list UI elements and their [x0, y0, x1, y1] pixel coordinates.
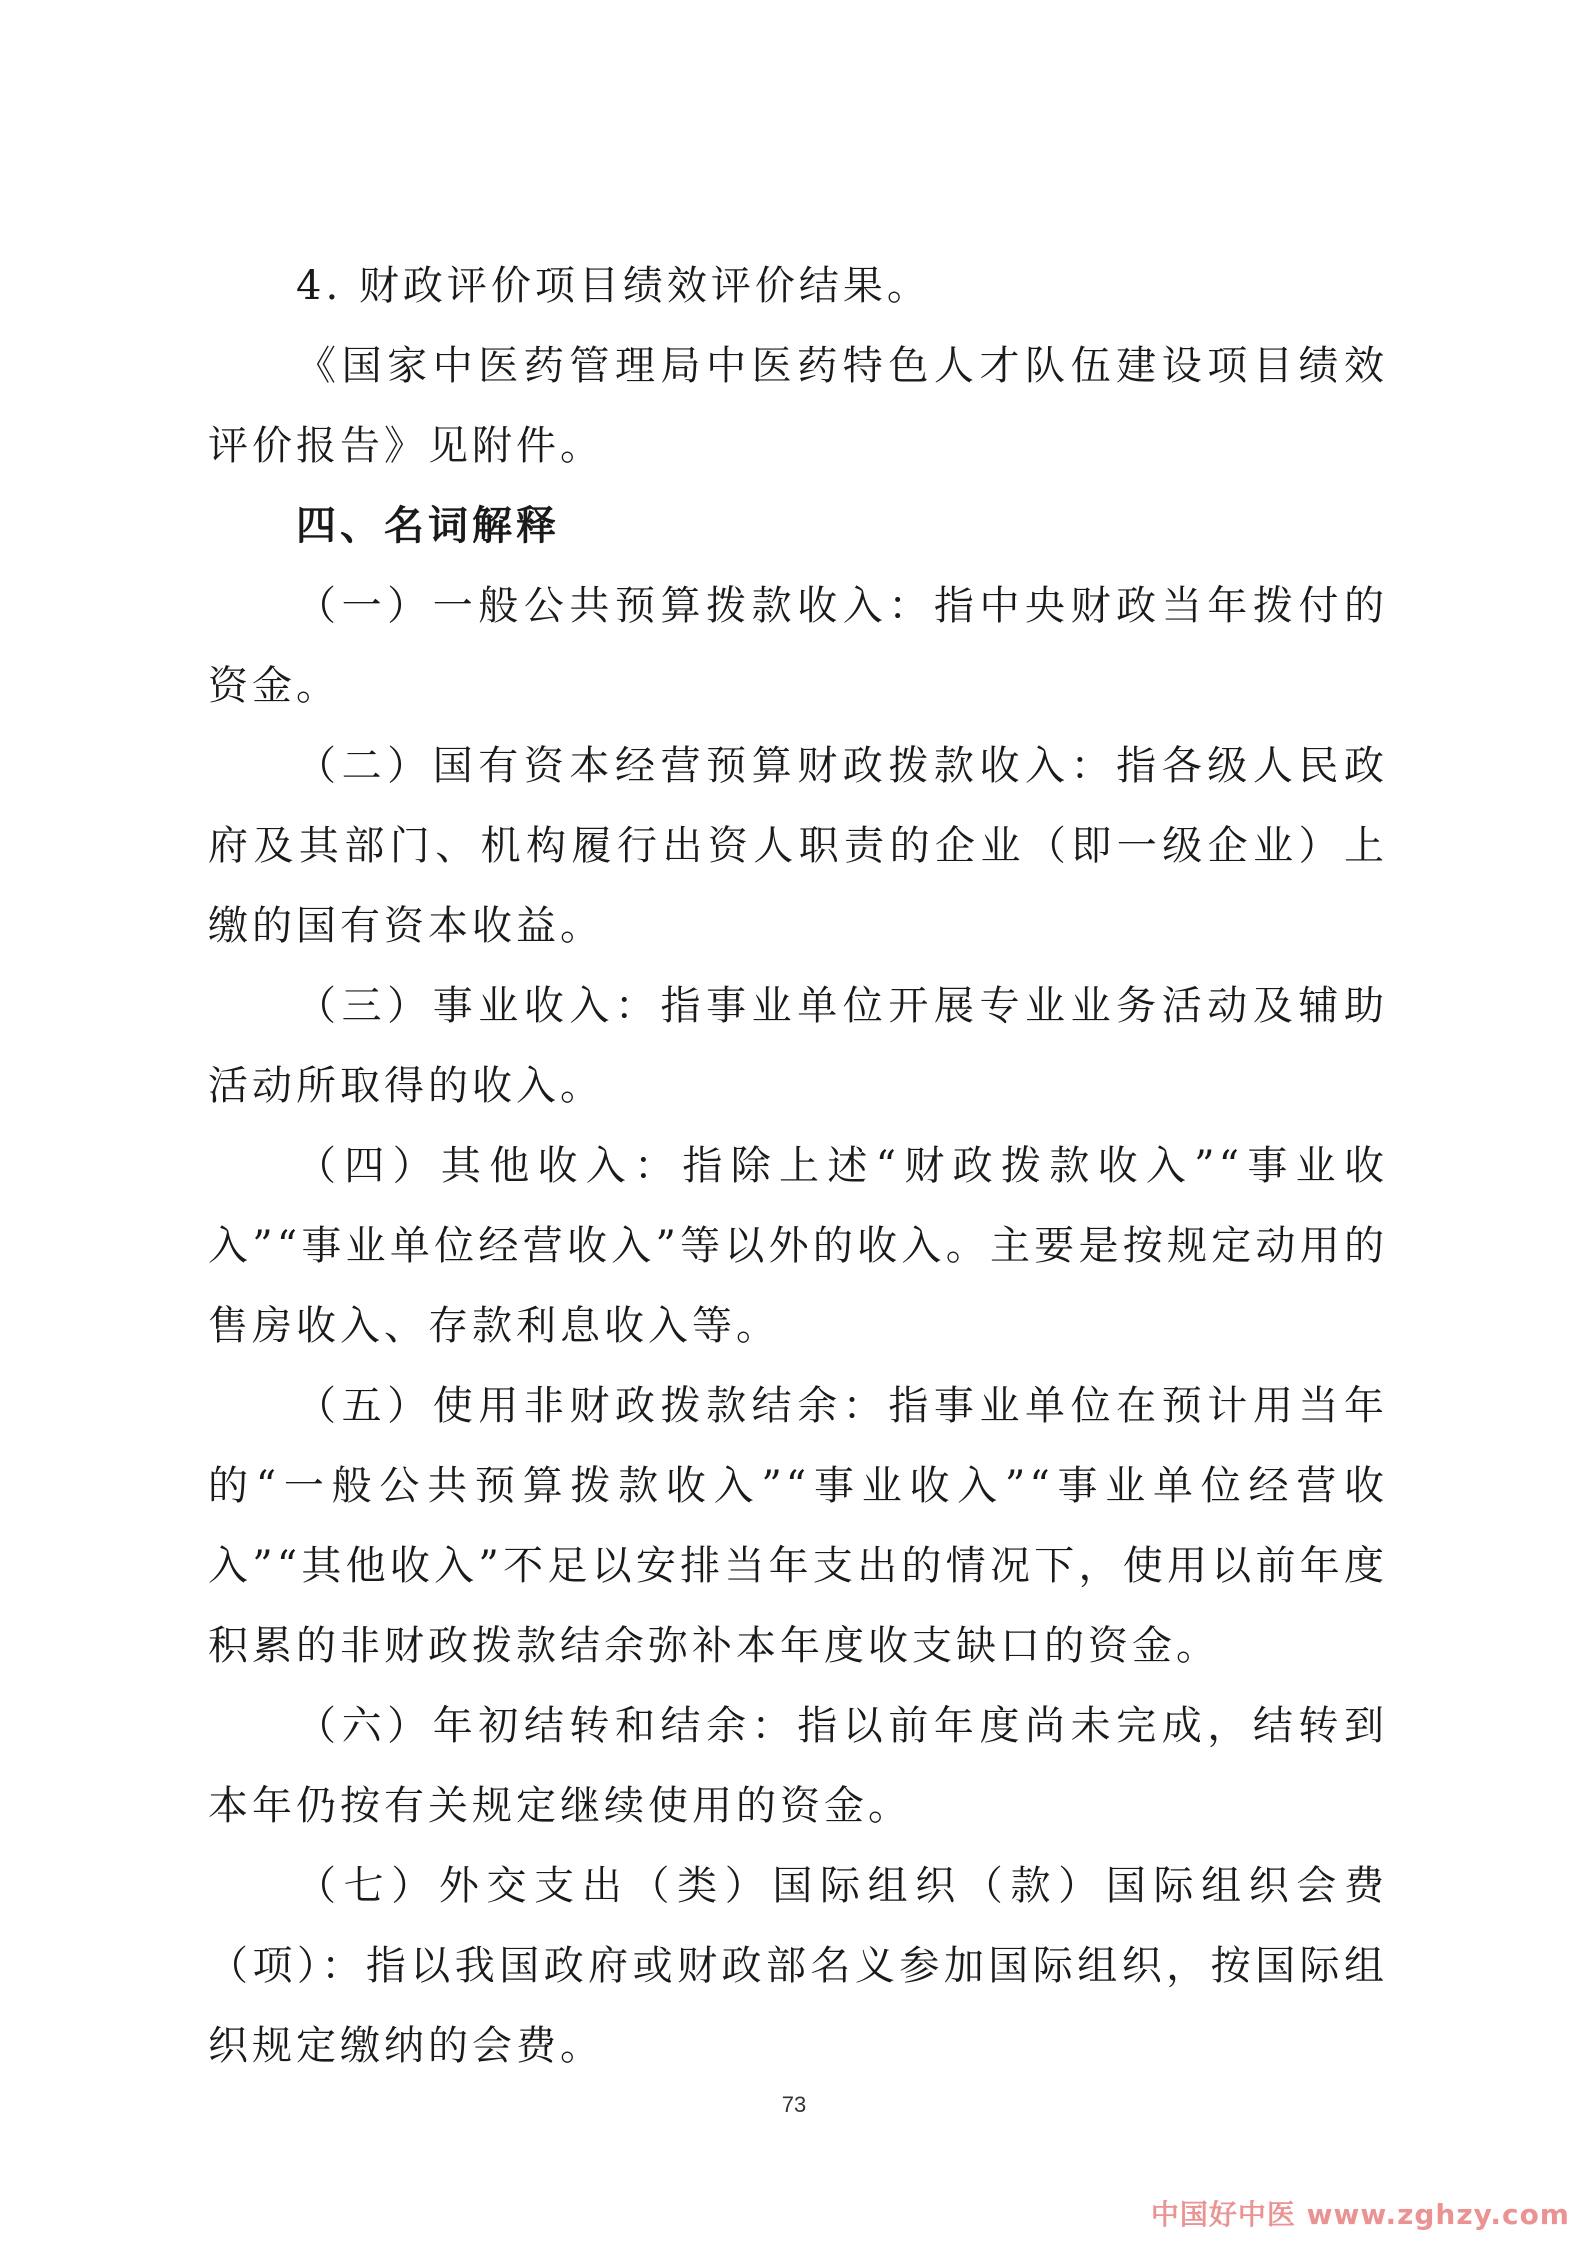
paragraph-term-6: （六）年初结转和结余：指以前年度尚未完成，结转到本年仍按有关规定继续使用的资金。	[208, 1703, 1388, 1829]
paragraph-item-4-body: 《国家中医药管理局中医药特色人才队伍建设项目绩效评价报告》见附件。	[208, 343, 1388, 469]
page-number: 73	[781, 2092, 807, 2117]
paragraph-term-3: （三）事业收入：指事业单位开展专业业务活动及辅助活动所取得的收入。	[208, 983, 1388, 1109]
body-text	[208, 246, 1388, 2086]
paragraph-term-4: （四）其他收入：指除上述“财政拨款收入”“事业收入”“事业单位经营收入”等以外的收入。主要是按规定动用的售房收入、存款利息收入等。	[208, 1143, 1388, 1349]
paragraph-term-5: （五）使用非财政拨款结余：指事业单位在预计用当年的“一般公共预算拨款收入”“事业收入”“事业单位经营收入”“其他收入”不足以安排当年支出的情况下，使用以前年度积累的非财政拨款结余弥补本年度收支缺口的资金。	[208, 1383, 1388, 1669]
paragraph-item-4-title: 4. 财政评价项目绩效评价结果。	[296, 263, 931, 309]
paragraph-term-2: （二）国有资本经营预算财政拨款收入：指各级人民政府及其部门、机构履行出资人职责的企业（即一级企业）上缴的国有资本收益。	[208, 743, 1388, 949]
paragraph-term-7: （七）外交支出（类）国际组织（款）国际组织会费（项）：指以我国政府或财政部名义参加国际组织，按国际组织规定缴纳的会费。	[208, 1863, 1388, 2069]
section-heading: 四、名词解释	[296, 502, 560, 549]
paragraph-term-1: （一）一般公共预算拨款收入：指中央财政当年拨付的资金。	[208, 583, 1388, 709]
site-watermark: 中国好中医 www.zghzy.com	[1150, 2198, 1570, 2231]
